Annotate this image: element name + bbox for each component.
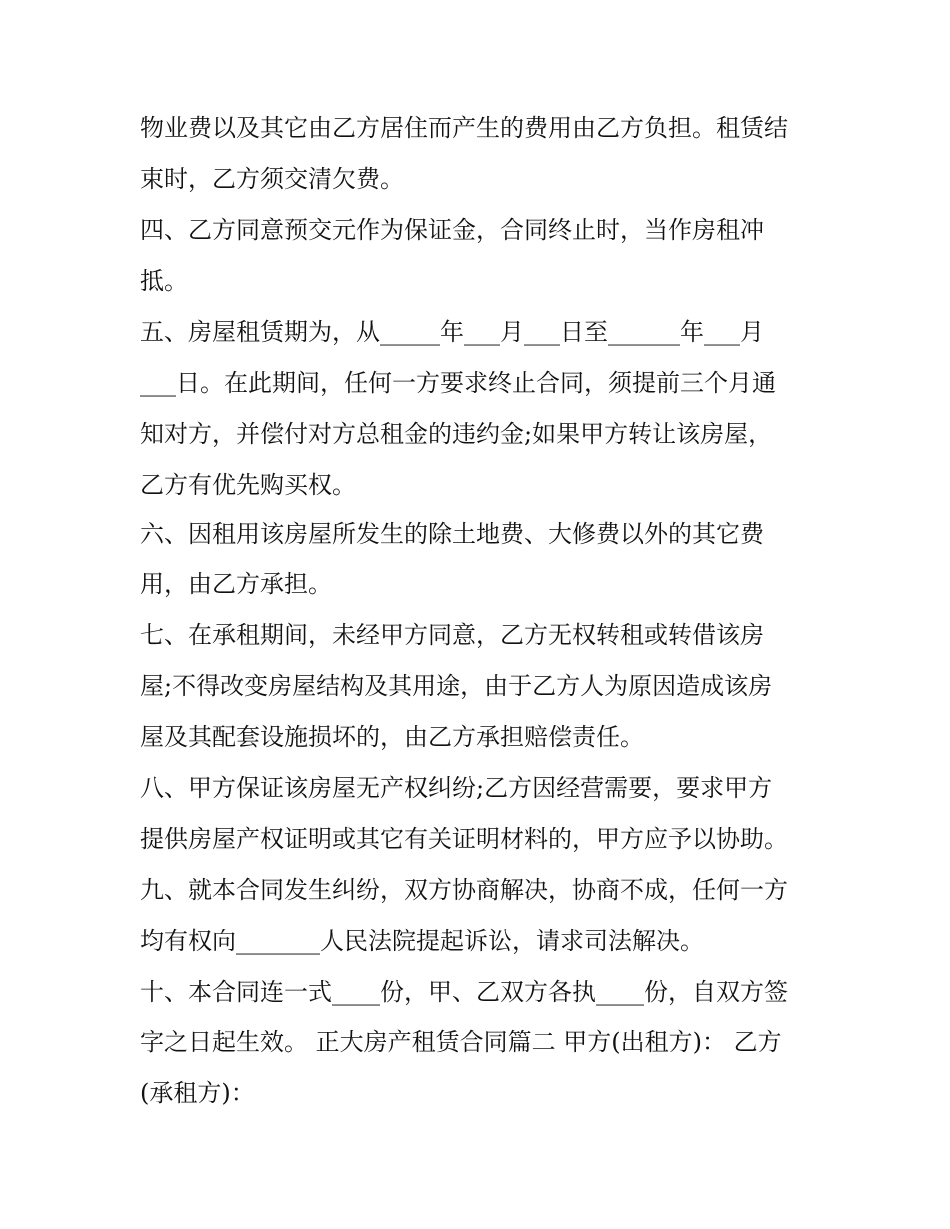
text-line: 字之日起生效。 正大房产租赁合同篇二 甲方(出租方)： 乙方 bbox=[140, 1028, 782, 1056]
text-line: 九、就本合同发生纠纷，双方协商解决，协商不成，任何一方 bbox=[140, 876, 788, 904]
text-line: 用，由乙方承担。 bbox=[140, 570, 332, 598]
text-line: 抵。 bbox=[140, 267, 188, 295]
text-line: 均有权向_______人民法院提起诉讼，请求司法解决。 bbox=[140, 927, 704, 955]
text-line: (承租方)： bbox=[140, 1079, 255, 1107]
text-line: 束时，乙方须交清欠费。 bbox=[140, 165, 404, 193]
text-line: 七、在承租期间，未经甲方同意，乙方无权转租或转借该房 bbox=[140, 621, 764, 649]
text-line: ___日。在此期间，任何一方要求终止合同，须提前三个月通 bbox=[140, 369, 776, 397]
text-line: 六、因租用该房屋所发生的除土地费、大修费以外的其它费 bbox=[140, 520, 764, 548]
text-line: 知对方，并偿付对方总租金的违约金;如果甲方转让该房屋， bbox=[140, 420, 773, 448]
text-line: 提供房屋产权证明或其它有关证明材料的，甲方应予以协助。 bbox=[140, 825, 788, 853]
text-line: 屋;不得改变房屋结构及其用途，由于乙方人为原因造成该房 bbox=[140, 672, 773, 700]
text-line: 物业费以及其它由乙方居住而产生的费用由乙方负担。租赁结 bbox=[140, 114, 788, 142]
text-line: 四、乙方同意预交元作为保证金，合同终止时，当作房租冲 bbox=[140, 216, 764, 244]
text-line: 乙方有优先购买权。 bbox=[140, 471, 356, 499]
text-line: 五、房屋租赁期为，从_____年___月___日至______年___月 bbox=[140, 318, 764, 346]
text-line: 十、本合同连一式____份，甲、乙双方各执____份，自双方签 bbox=[140, 978, 788, 1006]
text-line: 八、甲方保证该房屋无产权纠纷;乙方因经营需要，要求甲方 bbox=[140, 774, 773, 802]
text-line: 屋及其配套设施损坏的，由乙方承担赔偿责任。 bbox=[140, 723, 644, 751]
